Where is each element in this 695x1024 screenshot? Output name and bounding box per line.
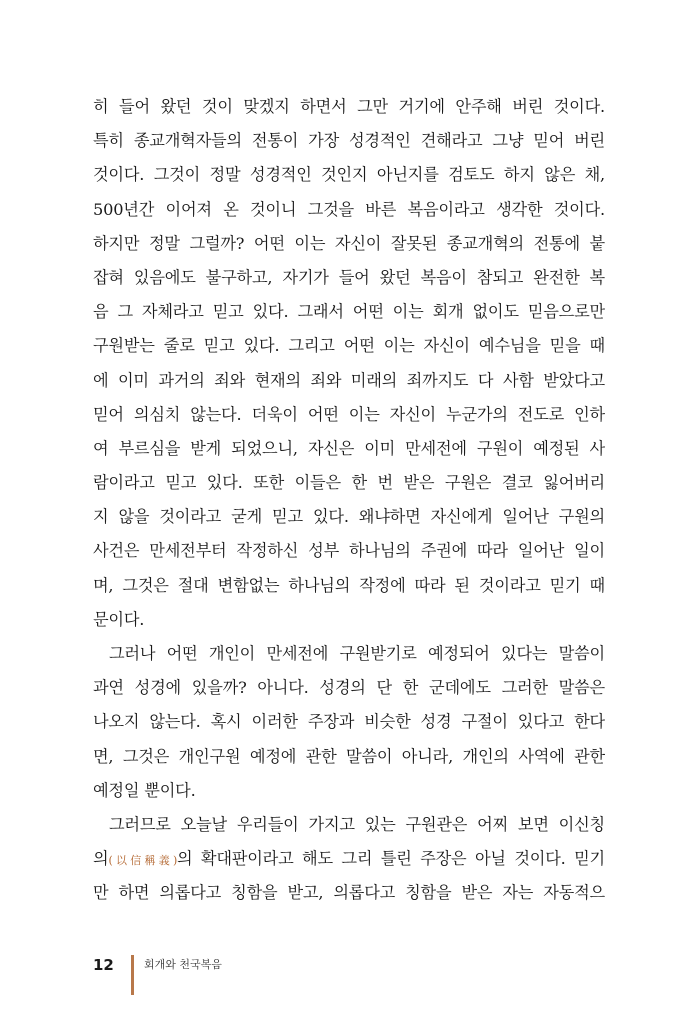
text-line: 하지만 정말 그럴까? 어떤 이는 자신이 잘못된 종교개혁의 전통에 붙	[93, 233, 605, 253]
text-line: 만 하면 의롭다고 칭함을 받고, 의롭다고 칭함을 받은 자는 자동적으	[93, 883, 605, 903]
text-line: 구원받는 줄로 믿고 있다. 그리고 어떤 이는 자신이 예수님을 믿을 때	[93, 336, 605, 356]
page-number: 12	[93, 956, 114, 974]
text-line: 면, 그것은 개인구원 예정에 관한 말씀이 아니라, 개인의 사역에 관한	[93, 746, 605, 766]
text-line: 나오지 않는다. 혹시 이러한 주장과 비슷한 성경 구절이 있다고 한다	[93, 712, 605, 732]
text-line: 히 들어 왔던 것이 맞겠지 하면서 그만 거기에 안주해 버린 것이다.	[93, 97, 605, 116]
hanja-note: (以信稱義)	[108, 854, 177, 868]
text-line: 특히 종교개혁자들의 전통이 가장 성경적인 견해라고 그냥 믿어 버린	[93, 131, 605, 151]
running-title: 회개와 천국복음	[144, 958, 222, 971]
text-line: 에 이미 과거의 죄와 현재의 죄와 미래의 죄까지도 다 사함 받았다고	[93, 370, 605, 390]
footer-divider	[131, 955, 134, 995]
text-line: 믿어 의심치 않는다. 더욱이 어떤 이는 자신이 누군가의 전도로 인하	[93, 404, 605, 424]
text-line: 지 않을 것이라고 굳게 믿고 있다. 왜냐하면 자신에게 일어난 구원의	[93, 507, 605, 527]
page-footer	[93, 955, 222, 995]
body-text	[93, 90, 605, 911]
text-line-with-note	[93, 842, 605, 876]
text-line: 그러나 어떤 개인이 만세전에 구원받기로 예정되어 있다는 말씀이	[109, 644, 605, 663]
text-line: 람이라고 믿고 있다. 또한 이들은 한 번 받은 구원은 결코 잃어버리	[93, 473, 605, 493]
text-line: 음 그 자체라고 믿고 있다. 그래서 어떤 이는 회개 없이도 믿음으로만	[93, 302, 605, 322]
text-line: 과연 성경에 있을까? 아니다. 성경의 단 한 군데에도 그러한 말씀은	[93, 678, 605, 698]
text-fragment: 의 확대판이라고 해도 그리 틀린 주장은 아닐 것이다. 믿기	[177, 849, 605, 869]
text-line: 문이다.	[93, 609, 145, 629]
text-line: 며, 그것은 절대 변함없는 하나님의 작정에 따라 된 것이라고 믿기 때	[93, 575, 605, 595]
text-line: 것이다. 그것이 정말 성경적인 것인지 아닌지를 검토도 하지 않은 채,	[93, 165, 605, 185]
text-line: 사건은 만세전부터 작정하신 성부 하나님의 주권에 따라 일어난 일이	[93, 541, 605, 561]
text-line: 500년간 이어져 온 것이니 그것을 바른 복음이라고 생각한 것이다.	[93, 199, 605, 219]
text-line: 예정일 뿐이다.	[93, 780, 196, 800]
text-line: 그러므로 오늘날 우리들이 가지고 있는 구원관은 어찌 보면 이신칭	[109, 814, 605, 834]
text-line: 여 부르심을 받게 되었으니, 자신은 이미 만세전에 구원이 예정된 사	[93, 438, 605, 458]
text-line: 잡혀 있음에도 불구하고, 자기가 들어 왔던 복음이 참되고 완전한 복	[93, 267, 605, 287]
text-fragment: 의	[93, 849, 109, 869]
